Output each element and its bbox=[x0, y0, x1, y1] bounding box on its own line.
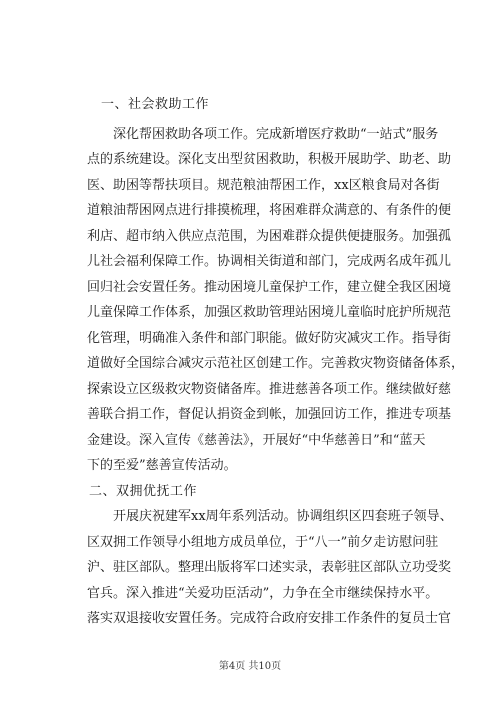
text-line: 下的至爱”慈善宣传活动。 bbox=[87, 458, 237, 473]
page-footer: 第4页 共10页 bbox=[218, 661, 282, 672]
text-line: 点的系统建设。深化支出型贫困救助，积极开展助学、助老、助 bbox=[87, 152, 452, 167]
text-line: 医、助困等帮扶项目。规范粮油帮困工作，xx区粮食局对各街 bbox=[87, 177, 440, 193]
text-line: 落实双退接收安置任务。完成符合政府安排工作条件的复员士官 bbox=[87, 611, 452, 626]
document-body bbox=[87, 92, 465, 632]
text-line: 善联合捐工作，督促认捐资金到帐，加强回访工作，推进专项基 bbox=[87, 407, 452, 422]
paragraph bbox=[87, 122, 465, 479]
section-heading: 二、双拥优抚工作 bbox=[89, 483, 198, 499]
text-line: 开展庆祝建军xx周年系列活动。协调组织区四套班子领导、 bbox=[113, 509, 453, 524]
text-line: 化管理，明确准入条件和部门职能。做好防灾减灾工作。指导街 bbox=[87, 330, 452, 346]
text-line: 深化帮困救助各项工作。完成新增医疗救助“一站式”服务 bbox=[113, 126, 439, 142]
text-line: 儿社会福利保障工作。协调相关街道和部门，完成两名成年孤儿 bbox=[87, 254, 452, 269]
text-line: 沪、驻区部队。整理出版将军口述实录，表彰驻区部队立功受奖 bbox=[87, 560, 452, 575]
text-line: 金建设。深入宣传《慈善法》，开展好“中华慈善日”和“蓝天 bbox=[87, 432, 426, 448]
text-line: 道粮油帮困网点进行排摸梳理，将困难群众满意的、有条件的便 bbox=[87, 203, 452, 218]
text-line: 儿童保障工作体系，加强区救助管理站困境儿童临时庇护所规范 bbox=[87, 305, 452, 320]
paragraph bbox=[87, 504, 453, 632]
text-line: 回归社会安置任务。推动困境儿童保护工作，建立健全我区困境 bbox=[87, 279, 452, 295]
text-line: 利店、超市纳入供应点范围，为困难群众提供便捷服务。加强孤 bbox=[87, 228, 452, 244]
text-line: 探索设立区级救灾物资储备库。推进慈善各项工作。继续做好慈 bbox=[87, 381, 452, 397]
text-line: 官兵。深入推进“关爱功臣活动”，力争在全市继续保持水平。 bbox=[87, 585, 439, 601]
text-line: 道做好全国综合减灾示范社区创建工作。完善救灾物资储备体系， bbox=[87, 356, 465, 371]
section-heading: 一、社会救助工作 bbox=[101, 97, 210, 112]
text-line: 区双拥工作领导小组地方成员单位，于“八一”前夕走访慰问驻 bbox=[87, 534, 439, 550]
